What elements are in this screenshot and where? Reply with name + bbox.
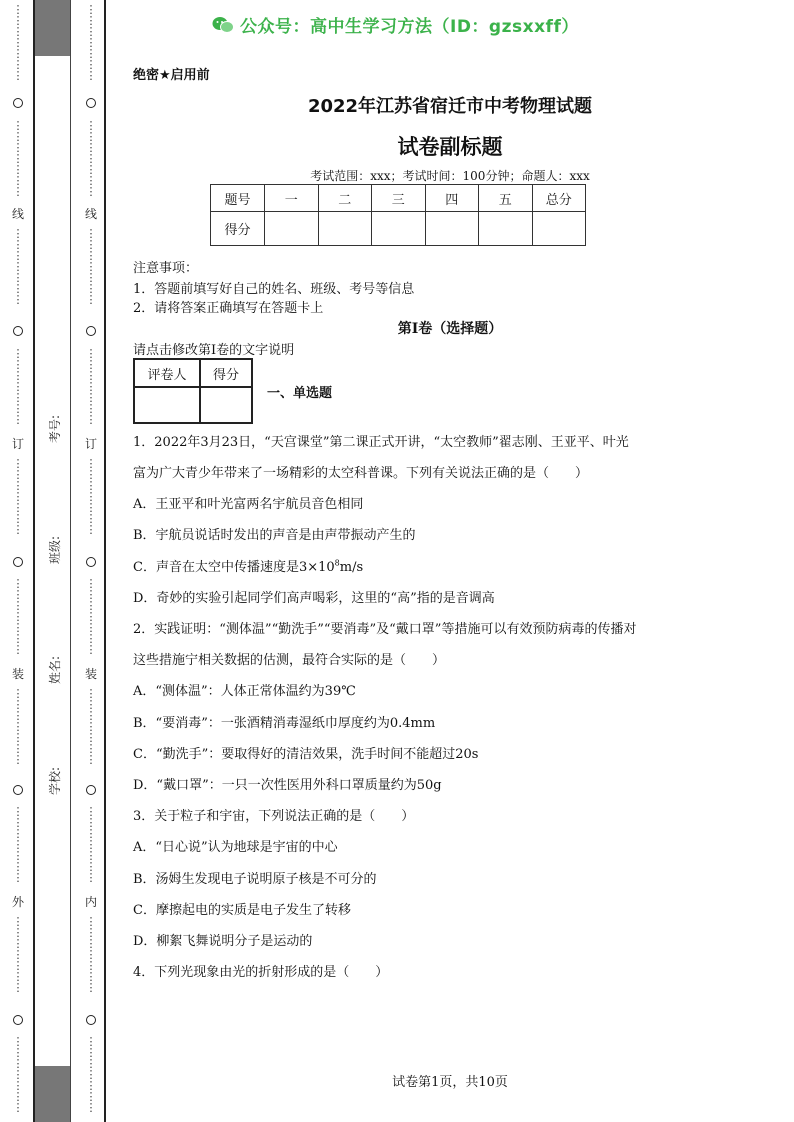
label-class: 班级:: [48, 535, 62, 564]
circle-mark: [13, 98, 23, 108]
score-cell[interactable]: [318, 212, 372, 246]
grader-score-cell[interactable]: [200, 387, 252, 423]
circle-mark: [86, 785, 96, 795]
score-table-header: 五: [479, 185, 533, 212]
note-item: 1．答题前填写好自己的姓名、班级、考号等信息: [133, 282, 415, 297]
exam-title: 2022年江苏省宿迁市中考物理试题: [307, 96, 593, 117]
question-1-option-a: A．王亚平和叶光富两名宇航员音色相同: [133, 497, 364, 512]
part-description: 请点击修改第I卷的文字说明: [133, 343, 295, 358]
circle-mark: [86, 326, 96, 336]
question-1-line-1: 1．2022年3月23日，“天宫课堂”第二课正式开讲，“太空教师”翟志刚、王亚平、叶光: [133, 435, 629, 450]
binding-border-left: [33, 0, 35, 1122]
wechat-text: 公众号：高中生学习方法（ID：gzsxxff）: [240, 17, 579, 37]
circle-mark: [86, 98, 96, 108]
grader-score-label: 得分: [200, 359, 252, 387]
score-table: [210, 184, 586, 246]
binding-mark-line: 线: [11, 207, 24, 221]
grader-label: 评卷人: [134, 359, 200, 387]
circle-mark: [86, 1015, 96, 1025]
exam-subtitle: 试卷副标题: [397, 135, 503, 159]
question-3-option-a: A．“日心说”认为地球是宇宙的中心: [133, 840, 338, 855]
score-table-header: 总分: [532, 185, 586, 212]
question-2-line-2: 这些措施宁相关数据的估测，最符合实际的是（ ）: [133, 653, 446, 668]
question-3-line-1: 3．关于粒子和宇宙，下列说法正确的是（ ）: [133, 809, 415, 824]
score-cell[interactable]: [265, 212, 319, 246]
score-table-header: 二: [318, 185, 372, 212]
binding-mark-order: 订: [11, 437, 24, 451]
label-school: 学校:: [48, 766, 62, 795]
circle-mark: [86, 557, 96, 567]
question-2-option-a: A．“测体温”：人体正常体温约为39℃: [133, 684, 356, 699]
question-1-option-b: B．宇航员说话时发出的声音是由声带振动产生的: [133, 528, 416, 543]
score-table-header: 三: [372, 185, 426, 212]
binding-middle-line: [70, 0, 71, 1122]
label-name: 姓名:: [48, 655, 62, 684]
page-footer: 试卷第1页，共10页: [392, 1075, 508, 1090]
option-c-exponent: 8: [334, 558, 340, 568]
question-1-line-2: 富为广大青少年带来了一场精彩的太空科普课。下列有关说法正确的是（ ）: [133, 466, 589, 481]
score-cell[interactable]: [425, 212, 479, 246]
score-table-header: 四: [425, 185, 479, 212]
circle-mark: [13, 557, 23, 567]
question-2-option-b: B．“要消毒”：一张酒精消毒湿纸巾厚度约为0.4mm: [133, 716, 436, 731]
circle-mark: [13, 785, 23, 795]
score-cell[interactable]: [479, 212, 533, 246]
grader-cell[interactable]: [134, 387, 200, 423]
binding-mark-order: 订: [84, 437, 97, 451]
wechat-banner: [212, 12, 579, 39]
binding-mark-line: 线: [84, 207, 97, 221]
exam-info: 考试范围：xxx；考试时间：100分钟；命题人：xxx: [310, 169, 590, 183]
part-title: 第I卷（选择题）: [397, 321, 503, 337]
outer-cut-line: ⋮ ⋮ ⋮ ⋮ ⋮ ⋮ ⋮ ⋮ ⋮ ⋮ ⋮ ⋮ ⋮ ⋮ 线 ⋮ ⋮ ⋮ ⋮ ⋮ ⋮ ⋮ ⋮ ⋮ ⋮ ⋮ ⋮ ⋮ ⋮ 订 ⋮ ⋮ ⋮ ⋮ ⋮ ⋮ ⋮ ⋮ ⋮ ⋮ ⋮ ⋮ ⋮ ⋮ 装 ⋮ ⋮ ⋮ ⋮ ⋮ ⋮ ⋮ ⋮ ⋮ ⋮ ⋮ ⋮ ⋮ ⋮ 外 ⋮ ⋮ ⋮ ⋮ ⋮ ⋮ ⋮ ⋮ ⋮ ⋮ ⋮ ⋮ ⋮ ⋮: [11, 3, 24, 1114]
option-c-text: C．声音在太空中传播速度是3×10: [133, 560, 335, 575]
section-heading: 一、单选题: [267, 386, 333, 401]
wechat-icon: [212, 16, 234, 39]
notes-heading: 注意事项：: [133, 261, 199, 276]
circle-mark: [13, 1015, 23, 1025]
binding-mark-bind: 装: [84, 667, 97, 681]
grader-table: [133, 358, 253, 424]
question-1-option-d: D．奇妙的实验引起同学们高声喝彩，这里的“高”指的是音调高: [133, 591, 495, 606]
inner-cut-line: ⋮ ⋮ ⋮ ⋮ ⋮ ⋮ ⋮ ⋮ ⋮ ⋮ ⋮ ⋮ ⋮ ⋮ 线 ⋮ ⋮ ⋮ ⋮ ⋮ ⋮ ⋮ ⋮ ⋮ ⋮ ⋮ ⋮ ⋮ ⋮ 订 ⋮ ⋮ ⋮ ⋮ ⋮ ⋮ ⋮ ⋮ ⋮ ⋮ ⋮ ⋮ ⋮ ⋮ 装 ⋮ ⋮ ⋮ ⋮ ⋮ ⋮ ⋮ ⋮ ⋮ ⋮ ⋮ ⋮ ⋮ ⋮ 内 ⋮ ⋮ ⋮ ⋮ ⋮ ⋮ ⋮ ⋮ ⋮ ⋮ ⋮ ⋮ ⋮ ⋮: [84, 3, 97, 1114]
notes: [133, 258, 414, 319]
score-table-header: 一: [265, 185, 319, 212]
question-3-option-b: B．汤姆生发现电子说明原子核是不可分的: [133, 872, 377, 887]
question-2-line-1: 2．实践证明：“测体温”“勤洗手”“要消毒”及“戴口罩”等措施可以有效预防病毒的传播对: [133, 622, 637, 637]
score-cell[interactable]: [532, 212, 586, 246]
binding-gray-block-bottom: [35, 1066, 70, 1122]
binding-mark-side: 内: [84, 895, 97, 909]
binding-mark-bind: 装: [11, 667, 24, 681]
binding-gray-block-top: [35, 0, 70, 56]
score-table-row-label: 得分: [211, 212, 265, 246]
question-4-line-1: 4．下列光现象由光的折射形成的是（ ）: [133, 965, 389, 980]
score-table-header: 题号: [211, 185, 265, 212]
binding-mark-side: 外: [11, 895, 24, 909]
circle-mark: [13, 326, 23, 336]
label-exam-number: 考号:: [48, 414, 62, 443]
score-cell[interactable]: [372, 212, 426, 246]
option-c-unit: m/s: [339, 560, 364, 575]
question-3-option-c: C．摩擦起电的实质是电子发生了转移: [133, 903, 351, 918]
question-3-option-d: D．柳絮飞舞说明分子是运动的: [133, 934, 313, 949]
question-2-option-c: C．“勤洗手”：要取得好的清洁效果，洗手时间不能超过20s: [133, 747, 479, 762]
question-2-option-d: D．“戴口罩”：一只一次性医用外科口罩质量约为50g: [133, 778, 442, 793]
question-1-option-c: [133, 556, 363, 575]
note-item: 2．请将答案正确填写在答题卡上: [133, 301, 324, 316]
confidential-mark: 绝密★启用前: [133, 68, 210, 83]
